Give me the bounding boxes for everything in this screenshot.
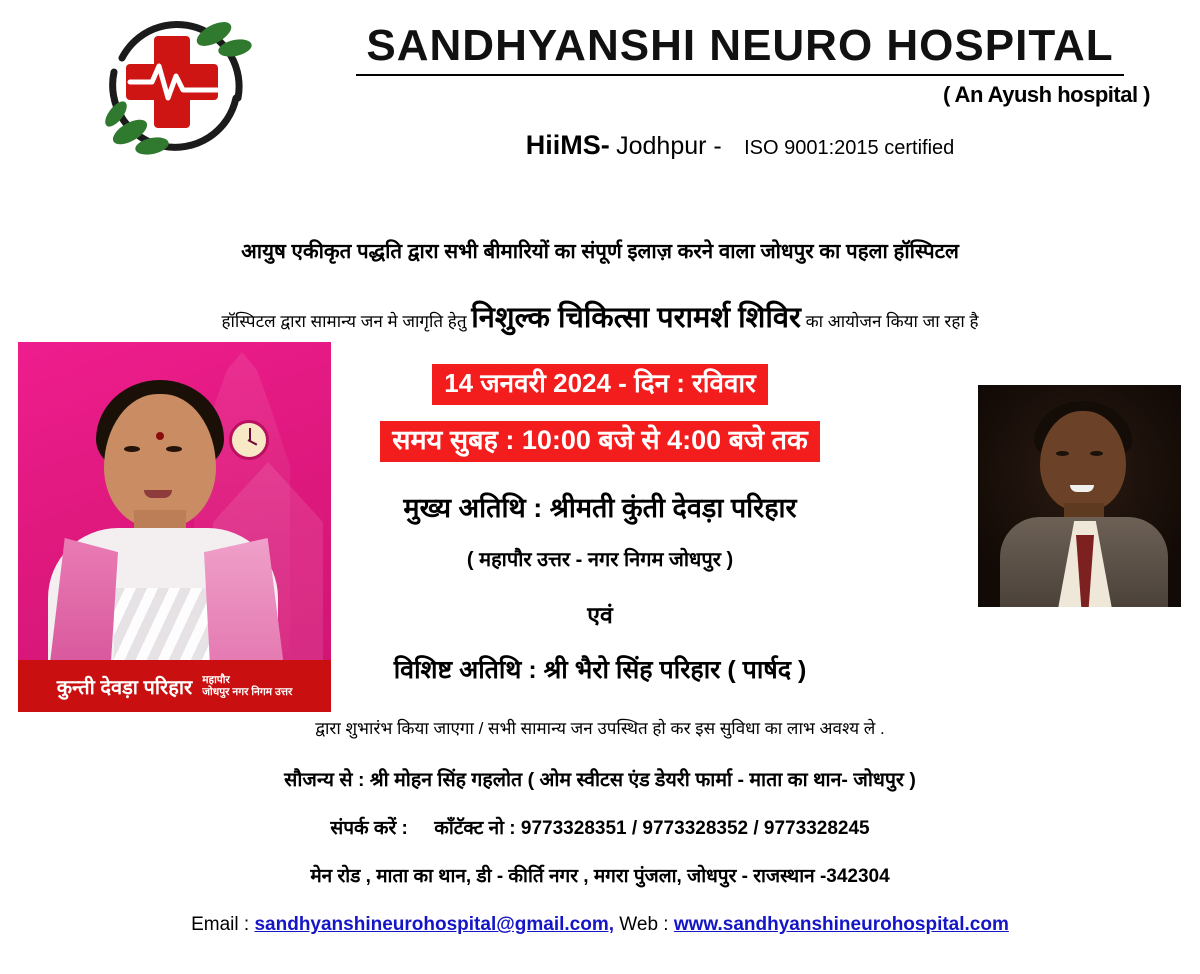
photo-left-nameplate xyxy=(18,660,331,712)
photo-left-designation xyxy=(202,674,292,698)
web-label: Web : xyxy=(619,914,669,936)
camp-prefix: हॉस्पिटल द्वारा सामान्य जन मे जागृति हेतु xyxy=(221,312,467,331)
title-block xyxy=(300,22,1180,161)
conjunction-evam: एवं xyxy=(587,602,613,629)
camp-title: निशुल्क चिकित्सा परामर्श शिविर xyxy=(471,302,801,334)
special-guest: विशिष्ट अतिथि : श्री भैरो सिंह परिहार ( पार्षद ) xyxy=(393,656,807,685)
photo-right-artwork xyxy=(978,385,1181,607)
photo-left-designation-line1: महापौर xyxy=(202,673,230,686)
hiims-label: HiiMS- xyxy=(525,130,610,161)
address-line: मेन रोड , माता का थान, डी - कीर्ति नगर , मगरा पुंजला, जोधपुर - राजस्थान -342304 xyxy=(310,866,890,888)
chief-guest-photo xyxy=(18,342,331,712)
camp-announcement xyxy=(0,297,1200,336)
branch-label: Jodhpur - xyxy=(616,132,722,161)
hospital-name: SANDHYANSHI NEURO HOSPITAL xyxy=(356,22,1123,76)
contact-numbers: काँटॅक्ट नो : 9773328351 / 9773328352 / 9773328245 xyxy=(434,818,870,840)
email-link[interactable]: sandhyanshineurohospital@gmail.com, xyxy=(254,914,615,936)
email-web-line xyxy=(0,914,1200,936)
special-guest-photo xyxy=(978,385,1181,607)
photo-left-name: कुन्ती देवड़ा परिहार xyxy=(56,676,193,699)
photo-left-designation-line2: जोधपुर नगर निगम उत्तर xyxy=(202,686,293,698)
website-link[interactable]: www.sandhyanshineurohospital.com xyxy=(673,914,1009,936)
camp-suffix: का आयोजन किया जा रहा है xyxy=(805,312,979,331)
ayush-subtitle: ( An Ayush hospital ) xyxy=(942,82,1150,108)
tagline: आयुष एकीकृत पद्धति द्वारा सभी बीमारियों का संपूर्ण इलाज़ करने वाला जोधपुर का पहला हॉस्पिटल xyxy=(241,240,959,263)
contact-label: संपर्क करें : xyxy=(330,818,408,840)
email-label: Email : xyxy=(191,914,250,936)
photo-left-artwork xyxy=(18,342,331,712)
clock-tower-icon xyxy=(229,420,269,460)
contact-line xyxy=(0,814,1200,840)
chief-guest: मुख्य अतिथि : श्रीमती कुंती देवड़ा परिहार xyxy=(403,493,797,524)
date-badge: 14 जनवरी 2024 - दिन : रविवार xyxy=(432,364,768,405)
poster-header xyxy=(0,0,1200,185)
iso-label: ISO 9001:2015 certified xyxy=(744,137,955,160)
chief-guest-role: ( महापौर उत्तर - नगर निगम जोधपुर ) xyxy=(466,549,734,572)
time-badge: समय सुबह : 10:00 बजे से 4:00 बजे तक xyxy=(380,421,819,463)
hiims-line xyxy=(300,130,1180,161)
invitation-note: द्वारा शुभारंभ किया जाएगा / सभी सामान्य जन उपस्थित हो कर इस सुविधा का लाभ अवश्य ले . xyxy=(315,719,885,739)
sponsor-line: सौजन्य से : श्री मोहन सिंह गहलोत ( ओम स्वीटस एंड डेयरी फार्मा - माता का थान- जोधपुर ) xyxy=(284,769,916,792)
medical-cross-heartbeat-icon xyxy=(101,17,253,157)
hospital-logo xyxy=(96,6,256,166)
